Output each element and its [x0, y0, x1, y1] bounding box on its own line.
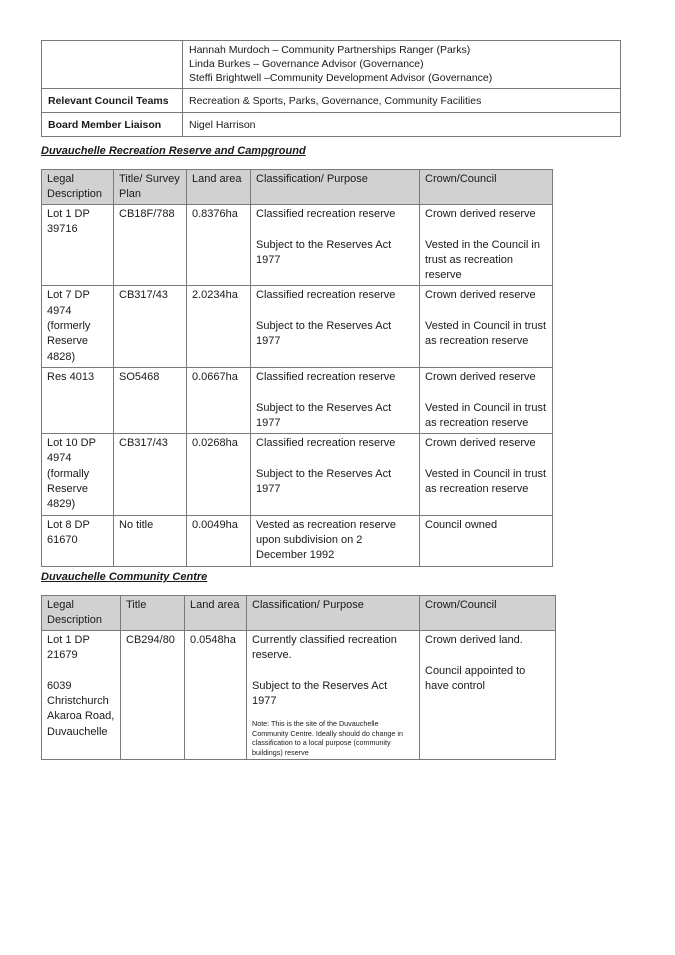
title-cell: CB18F/788 [114, 205, 187, 286]
classification-text: Classified recreation reserve [256, 437, 396, 450]
classification-note: Note: This is the site of the Duvauchelle Community Centre. Ideally should do change in classification to a local purpose (community buildings) reserve [252, 719, 404, 757]
legal-cell: Res 4013 [42, 367, 114, 433]
table-row [42, 631, 556, 760]
area-cell: 0.0049ha [187, 515, 251, 566]
title-cell: No title [114, 515, 187, 566]
reserve-table [41, 169, 553, 567]
classification-act: Subject to the Reserves Act 1977 [252, 679, 388, 708]
table-row [42, 434, 553, 515]
teams-row [42, 89, 621, 113]
area-cell: 0.8376ha [187, 205, 251, 286]
liaison-value: Nigel Harrison [183, 113, 621, 137]
staff-line: Linda Burkes – Governance Advisor (Governance) [189, 58, 424, 70]
classification-cell [251, 367, 420, 433]
area-cell: 0.0667ha [187, 367, 251, 433]
legal-lot: Lot 1 DP 21679 [47, 634, 90, 662]
area-cell: 0.0268ha [187, 434, 251, 515]
crown-vesting: Vested in Council in trust as recreation reserve [425, 467, 547, 496]
legal-cell: Lot 8 DP 61670 [42, 515, 114, 566]
title-cell: CB317/43 [114, 434, 187, 515]
classification-cell [251, 205, 420, 286]
centre-section-title: Duvauchelle Community Centre [41, 571, 208, 583]
teams-value: Recreation & Sports, Parks, Governance, Community Facilities [183, 89, 621, 113]
centre-header-row [42, 596, 556, 631]
header-classification: Classification/ Purpose [251, 170, 420, 205]
header-crown: Crown/Council [420, 170, 553, 205]
header-area: Land area [185, 596, 247, 631]
classification-act: Subject to the Reserves Act 1977 [256, 467, 392, 496]
header-area: Land area [187, 170, 251, 205]
staff-line: Steffi Brightwell –Community Development Advisor (Governance) [189, 72, 493, 84]
classification-cell [251, 434, 420, 515]
reserve-header-row [42, 170, 553, 205]
info-table [41, 40, 621, 137]
title-cell: SO5468 [114, 367, 187, 433]
classification-act: Subject to the Reserves Act 1977 [256, 320, 392, 348]
staff-label-cell [42, 41, 183, 89]
crown-type: Crown derived reserve [425, 208, 536, 220]
reserve-section-title: Duvauchelle Recreation Reserve and Campground [41, 145, 306, 157]
teams-label: Relevant Council Teams [42, 89, 183, 113]
classification-cell [247, 631, 420, 760]
crown-control: Council appointed to have control [425, 664, 526, 692]
staff-line: Hannah Murdoch – Community Partnerships Ranger (Parks) [189, 44, 471, 56]
legal-cell [42, 631, 121, 760]
crown-type: Crown derived reserve [425, 289, 536, 302]
crown-vesting: Vested in Council in trust as recreation reserve [425, 401, 547, 429]
crown-cell [420, 631, 556, 760]
liaison-label: Board Member Liaison [42, 113, 183, 137]
classification-text: Currently classified recreation reserve. [252, 634, 397, 662]
classification-text: Classified recreation reserve [256, 208, 396, 220]
crown-vesting: Vested in the Council in trust as recreation reserve [425, 238, 540, 282]
table-row [42, 367, 553, 433]
title-cell: CB317/43 [114, 286, 187, 367]
crown-type: Crown derived reserve [425, 370, 536, 383]
classification-cell: Vested as recreation reserve upon subdivision on 2 December 1992 [251, 515, 420, 566]
classification-text: Classified recreation reserve [256, 289, 396, 302]
crown-vesting: Vested in Council in trust as recreation reserve [425, 320, 547, 348]
classification-text: Classified recreation reserve [256, 370, 396, 383]
area-cell: 2.0234ha [187, 286, 251, 367]
header-legal: Legal Description [42, 596, 121, 631]
legal-cell: Lot 10 DP 4974 (formally Reserve 4829) [42, 434, 114, 515]
header-title: Title [121, 596, 185, 631]
table-row [42, 515, 553, 566]
legal-cell: Lot 1 DP 39716 [42, 205, 114, 286]
crown-cell [420, 205, 553, 286]
header-legal: Legal Description [42, 170, 114, 205]
crown-type: Crown derived reserve [425, 437, 536, 450]
centre-table [41, 595, 556, 760]
crown-cell [420, 434, 553, 515]
table-row [42, 205, 553, 286]
crown-cell: Council owned [420, 515, 553, 566]
classification-act: Subject to the Reserves Act 1977 [256, 401, 392, 429]
table-row [42, 286, 553, 367]
staff-row [42, 41, 621, 89]
crown-cell [420, 286, 553, 367]
header-title: Title/ Survey Plan [114, 170, 187, 205]
title-cell: CB294/80 [121, 631, 185, 760]
header-crown: Crown/Council [420, 596, 556, 631]
legal-address: 6039 Christchurch Akaroa Road, Duvauchelle [47, 679, 115, 738]
classification-cell [251, 286, 420, 367]
legal-cell: Lot 7 DP 4974 (formerly Reserve 4828) [42, 286, 114, 367]
liaison-row [42, 113, 621, 137]
classification-act: Subject to the Reserves Act 1977 [256, 238, 392, 266]
staff-cell [183, 41, 621, 89]
crown-cell [420, 367, 553, 433]
header-classification: Classification/ Purpose [247, 596, 420, 631]
crown-type: Crown derived land. [425, 634, 523, 646]
area-cell: 0.0548ha [185, 631, 247, 760]
